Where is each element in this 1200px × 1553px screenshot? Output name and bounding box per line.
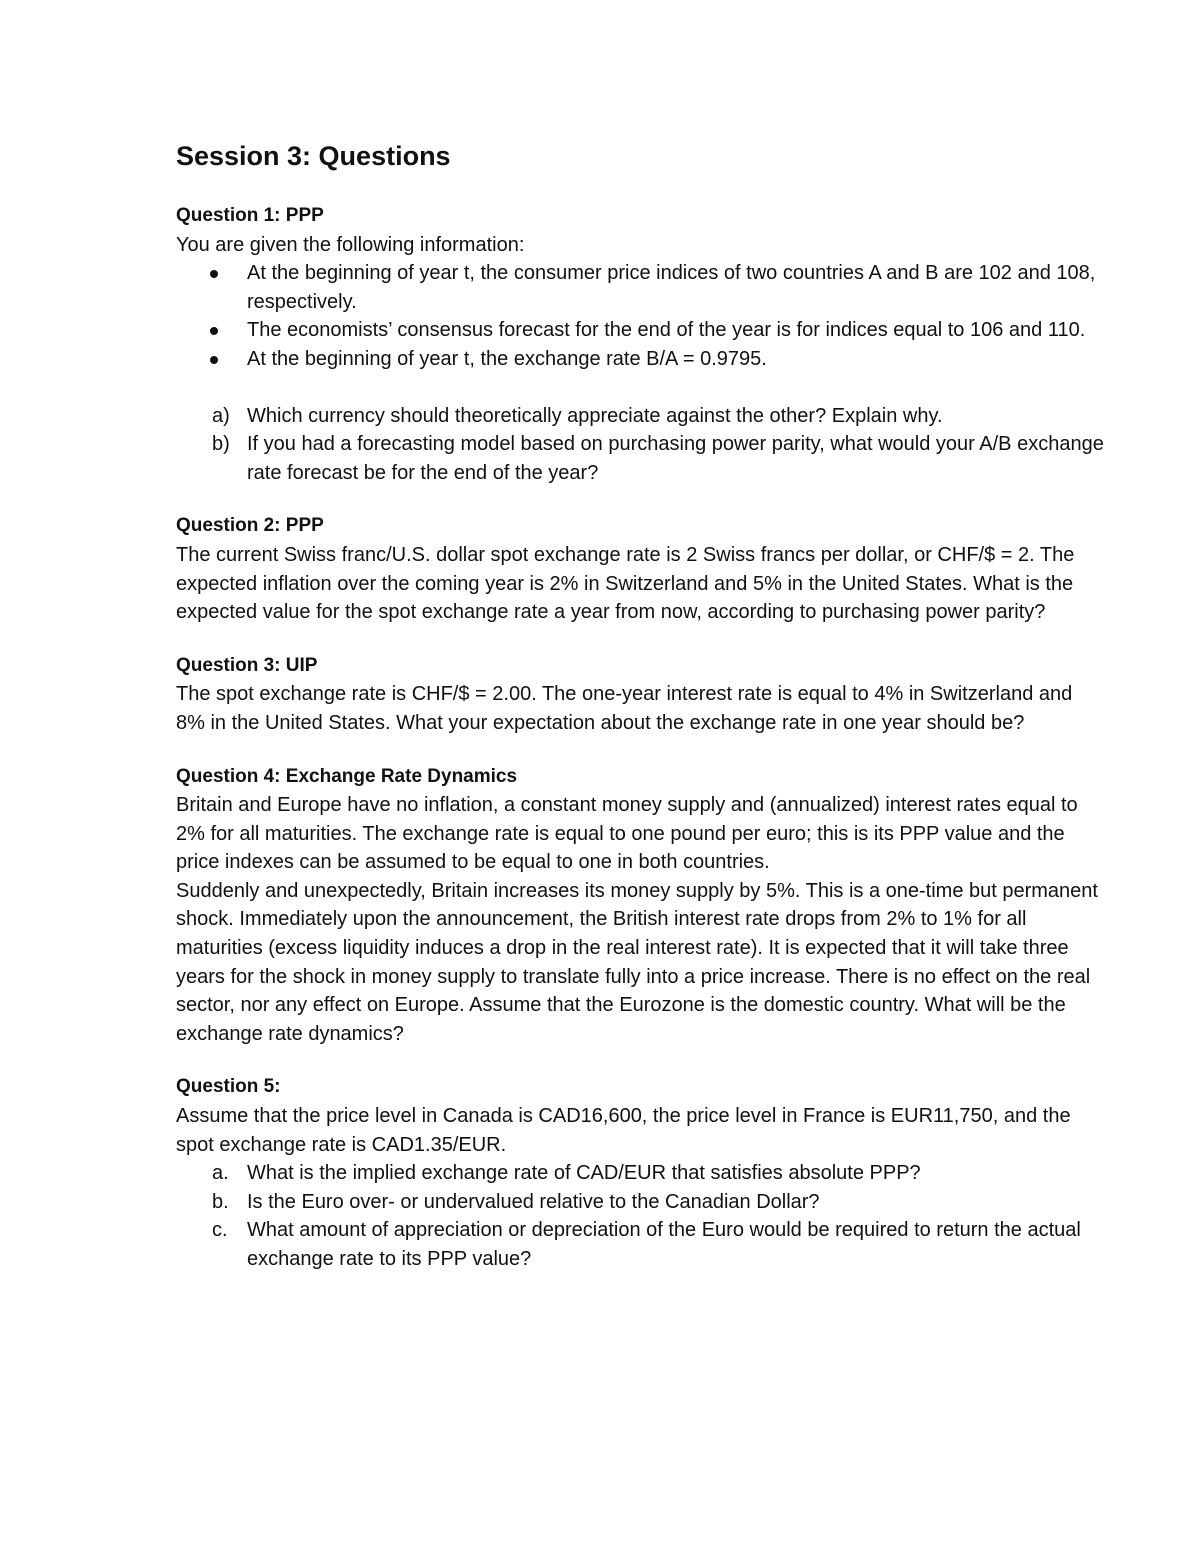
question-1-bullet-list — [176, 259, 1106, 373]
question-2-heading: Question 2: PPP — [176, 515, 324, 537]
question-3-body: The spot exchange rate is CHF/$ = 2.00. The one-year interest rate is equal to 4% in Switzerland and 8% in the United States. What your expectation about the exchange rate in one year should be? — [176, 683, 1073, 734]
list-item — [176, 1188, 1106, 1217]
list-item — [176, 430, 1106, 487]
question-3 — [176, 652, 1106, 738]
list-item — [176, 402, 1106, 431]
question-4-heading: Question 4: Exchange Rate Dynamics — [176, 765, 518, 787]
list-item-text: What is the implied exchange rate of CAD/EUR that satisfies absolute PPP? — [247, 1162, 921, 1185]
list-item-text: Is the Euro over- or undervalued relative to the Canadian Dollar? — [247, 1190, 820, 1213]
spacer — [176, 374, 1106, 402]
question-1-heading: Question 1: PPP — [176, 205, 324, 226]
question-1 — [176, 202, 1106, 487]
document-page — [176, 136, 1106, 1299]
page-title: Session 3: Questions — [176, 141, 451, 171]
list-item-text: What amount of appreciation or depreciation of the Euro would be required to return the actual exchange rate to its PPP value? — [247, 1219, 1081, 1270]
list-item — [176, 1159, 1106, 1188]
question-1-intro: You are given the following information: — [176, 233, 525, 256]
question-4-body-2: Suddenly and unexpectedly, Britain increases its money supply by 5%. This is a one-time but permanent shock. Immediately upon the announcement, the British interest rate drops from 2% to 1% for all maturities (excess liquidity induces a drop in the real interest rate). It is expected that it will take three years for the shock in money supply to translate fully into a price increase. There is no effect on the real sector, nor any effect on Europe. Assume that the Eurozone is the domestic country. What will be the exchange rate dynamics? — [176, 879, 1098, 1045]
list-item-text: At the beginning of year t, the exchange rate B/A = 0.9795. — [247, 347, 767, 370]
list-item-text: At the beginning of year t, the consumer price indices of two countries A and B are 102 and 108, respectively. — [247, 262, 1096, 313]
bullet-icon — [210, 327, 218, 335]
list-item — [176, 1216, 1106, 1273]
list-marker: b. — [212, 1190, 229, 1213]
list-item-text: Which currency should theoretically appreciate against the other? Explain why. — [247, 404, 943, 427]
bullet-icon — [210, 270, 218, 278]
question-5-parts — [176, 1159, 1106, 1273]
list-item — [176, 316, 1106, 345]
list-marker: a. — [212, 1162, 229, 1185]
question-3-heading: Question 3: UIP — [176, 654, 318, 676]
list-marker: c. — [212, 1219, 228, 1242]
list-marker: a) — [212, 404, 230, 427]
bullet-icon — [210, 356, 218, 364]
list-item — [176, 259, 1106, 316]
question-5 — [176, 1073, 1106, 1273]
list-item-text: If you had a forecasting model based on purchasing power parity, what would your A/B exchange rate forecast be for the end of the year? — [247, 433, 1104, 484]
question-5-heading: Question 5: — [176, 1076, 281, 1098]
question-2-body: The current Swiss franc/U.S. dollar spot exchange rate is 2 Swiss francs per dollar, or CHF/$ = 2. The expected inflation over the coming year is 2% in Switzerland and 5% in the United States. What is the expected value for the spot exchange rate a year from now, according to purchasing power parity? — [176, 543, 1075, 624]
question-2 — [176, 512, 1106, 626]
list-item-text: The economists’ consensus forecast for the end of the year is for indices equal to 106 and 110. — [247, 319, 1086, 342]
question-1-parts — [176, 402, 1106, 488]
question-4 — [176, 763, 1106, 1049]
question-4-body-1: Britain and Europe have no inflation, a constant money supply and (annualized) interest rates equal to 2% for all maturities. The exchange rate is equal to one pound per euro; this is its PPP value and the price indexes can be assumed to be equal to one in both countries. — [176, 794, 1078, 874]
list-marker: b) — [212, 433, 230, 456]
question-5-body: Assume that the price level in Canada is CAD16,600, the price level in France is EUR11,750, and the spot exchange rate is CAD1.35/EUR. — [176, 1105, 1071, 1156]
list-item — [176, 345, 1106, 374]
